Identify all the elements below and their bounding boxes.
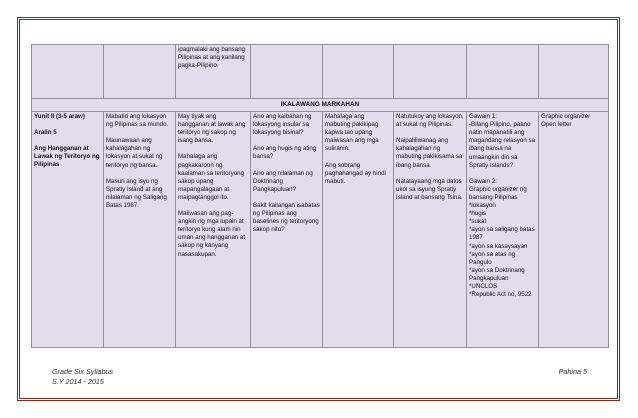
value-text: Ang sobrang paghahangad ay hindi mabuti. [325, 161, 386, 185]
activities-cell [467, 112, 539, 348]
activity-text: Graphic organizer ng bansang Pilipinas [469, 185, 527, 201]
questions-cell [251, 112, 323, 348]
list-item: *UNCLOS [469, 282, 498, 290]
competency-text: Natatayaang mga datos ukol sa isyung Spratly Island at bansang Tsina. [396, 177, 463, 201]
understanding-cell [176, 112, 251, 348]
competency-text: Natutukoy ang lokasyon, at sukat ng Pilipinas. [396, 113, 464, 129]
assessment-text: Graphic organizer Open letter [541, 113, 591, 129]
assessment-cell [539, 112, 609, 348]
table-row [32, 45, 609, 99]
list-item: *sukat [469, 218, 487, 226]
school-year-label: S.Y 2014 - 2015 [52, 376, 104, 386]
understanding-text: Maiiwasan ang pag-angkin ng mga lupain at teritoryo kung alam nin uman ang hangganan at sakop ng kanyang nasasakupan. [178, 210, 246, 258]
competency-cell [394, 112, 467, 348]
footer-course [52, 367, 113, 386]
activity-title: Gawain 1: [469, 113, 497, 121]
understanding-text: Mahalaga ang pagkakaroon ng kaalaman sa teritoryong sakop upang mapangalagaan at maipagtanggol ito. [178, 153, 245, 201]
question-text: Bakit kailangan isabatas ng Pilipinas ang baselines ng teritoryong sakop nito? [253, 201, 320, 234]
table-row [32, 99, 609, 112]
question-text: Ano ang hugis ng ating bansa? [253, 145, 317, 161]
topic-label: Ang Hangganan at Lawak ng Teritoryo ng Pilipinas [34, 145, 100, 169]
top-cell-objective: ipagmalaki ang bansang Pilipinas at ang kanilang pagka-Pilipino. [176, 45, 251, 99]
objectives-cell [104, 112, 176, 348]
lesson-label: Aralin 5 [34, 129, 57, 137]
question-text: Ano ang kaibahan ng lokasyong insular sa lokasyong bisinal? [253, 113, 312, 137]
objective-text: Maunawaan ang kahalagahan ng lokasyon at sukat ng teritoryo ng bansa. [106, 137, 163, 169]
list-item: *ayon sa kasaysayan [469, 242, 528, 250]
competency-text: Naipaliliwanag ang kahalagahan ng mabuting pakikisama sa ibang bansa. [396, 137, 463, 169]
question-text: Ano ang nilalaman ng Doktrinang Pangkapuluan? [253, 169, 313, 193]
syllabus-table [31, 44, 609, 348]
list-item: *ayon sa atas ng Pangulo [469, 250, 516, 266]
quarter-heading: IKALAWANG MARKAHAN [32, 99, 609, 112]
list-item: *hugis [469, 210, 487, 218]
values-cell [323, 112, 394, 348]
page-number: Pahina 5 [558, 367, 587, 376]
course-label: Grade Six Syllabus [52, 367, 114, 376]
activity-text: -Bilang Pilipino, paano natin mapanatili ang magandang relasyon sa ibang bansa na umaangkin din sa Spratly Islands? [469, 121, 536, 169]
value-text: Mahalaga ang mabuting pakikipag kapwa tao upang maiwasan ang mga suliranin. [325, 113, 379, 153]
objective-text: Masuri ang isyu ng Spratly Island at ang nilalaman ng Saligang Batas 1987. [106, 177, 167, 209]
understanding-text: May tiyak ang hangganan at lawak ang teritoryo ng sakop ng isang bansa. [178, 113, 246, 145]
activity-title: Gawain 2: [469, 177, 497, 185]
list-item: *Republic Act no, 9522 [469, 291, 532, 299]
table-row [32, 112, 609, 348]
unit-cell [32, 112, 104, 348]
unit-label: Yunit II (3-5 araw) [34, 113, 85, 121]
objective-text: Mabatid ang lokasyon ng Pilipinas sa mundo. [106, 113, 169, 129]
list-item: *lokasyon [469, 202, 496, 210]
list-item: *ayon sa Doktrinang Pangkapuluan [469, 266, 525, 282]
list-item: *ayon sa saligang batas 1987 [469, 226, 535, 242]
